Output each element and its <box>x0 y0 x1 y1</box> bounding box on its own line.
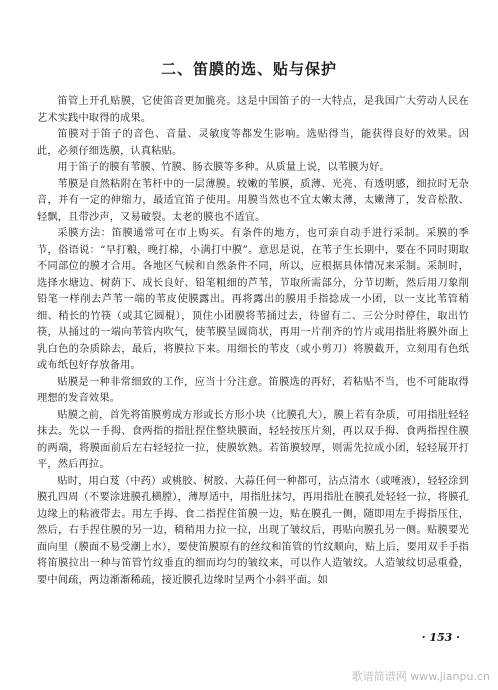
page-number: · 153 · <box>421 631 460 644</box>
paragraph: 笛管上开孔贴膜，它使笛音更加脆亮。这是中国笛子的一大特点，是我国广大劳动人民在艺术实践中取得的成果。 <box>37 96 469 124</box>
paragraph: 采膜方法：笛膜通常可在市上购买。有条件的地方，也可亲自动手进行采制。采膜的季节，俗语说：“早打粮，晚打棉，小满打中膜”。意思是说，在苇子生长期中，要在不同时期取不同部位的膜才合用。各地区气候和自然条件不同，所以，应根据具体情况来采制。采制时，选择水塘边、树荫下、成长良好、铅笔粗细的芦苇，节取所需部分，分节切断，然后用刀象削铅笔一样削去芦苇一端的苇皮使膜露出。再将露出的膜用手指捻成一小团，以一支比苇管稍细、稍长的竹筷（或其它圆棍），顶住小团膜将苇捅过去，待留有二、三公分时停住，取出竹筷，从捅过的一端向苇管内吹气，使苇膜呈圆筒状，再用一片削齐的竹片或用指肚将膜外面上乳白色的杂质除去，最后，将膜拉下来。用细长的苇皮（或小剪刀）将膜截开，立刻用有色纸或布纸包好存放备用。 <box>37 228 469 371</box>
body-text <box>37 94 469 589</box>
paragraph: 笛膜对于笛子的音色、音量、灵敏度等都发生影响。选贴得当，能获得良好的效果。因此，必须仔细选膜，认真粘贴。 <box>37 129 469 157</box>
paragraph: 贴时，用白芨（中药）或桃胶、树胶、大蒜任何一种都可，沾点清水（或唾液），轻轻涂到膜孔四周（不要涂进膜孔横膛），薄厚适中，用指肚抹匀，再用指肚在膜孔处轻轻一拉，将膜孔边缘上的粘液带去。用左手拇、食二指捏住笛膜一边，贴在膜孔一侧，随即用左手拇指压住，然后，右手捏住膜的另一边，稍稍用力拉一拉，出现了皱纹后，再贴向膜孔另一侧。贴膜要光面向里（膜面不易受潮上水），要使笛膜原有的丝纹和笛管的竹纹顺向，贴上后，要用双手手指将笛膜拉出一种与笛管竹纹垂直的细而均匀的皱纹来，可以作人造皱纹。人造皱纹切忌重叠，要中间疏，两边渐渐稀疏，接近膜孔边缘时呈两个小斜平面。如 <box>37 475 469 586</box>
section-title: 二、笛膜的选、贴与保护 <box>160 60 337 78</box>
paragraph: 贴膜之前，首先将笛膜剪成方形或长方形小块（比膜孔大），膜上若有杂质，可用指肚轻轻抹去。先以一手拇、食两指的指肚捏住整块膜面，轻轻按压片刻，再以双手拇、食两指捏住膜的两端，将膜面前后左右轻轻拉一拉，使膜软熟。若笛膜较厚，则需先拉成小团，轻轻展开打平，然后再拉。 <box>37 409 469 470</box>
watermark: 歌谱简谱网 www.jianpu.cn <box>351 670 490 683</box>
paragraph: 贴膜是一种非常细致的工作，应当十分注意。笛膜选的再好，若粘贴不当，也不可能取得理想的发音效果。 <box>37 376 469 404</box>
paragraph: 苇膜是自然粘附在苇杆中的一层薄膜。较嫩的苇膜，质薄、光亮、有透明感，细拉时无杂音，并有一定的伸缩力，最适宜笛子使用。用膜当然也不宜太嫩太薄，太嫩薄了，发音松散、轻飘，且带沙声，又易破裂。太老的膜也不适宜。 <box>37 178 469 223</box>
paragraph: 用于笛子的膜有苇膜、竹膜、肠衣膜等多种。从质量上说，以苇膜为好。 <box>57 162 390 173</box>
